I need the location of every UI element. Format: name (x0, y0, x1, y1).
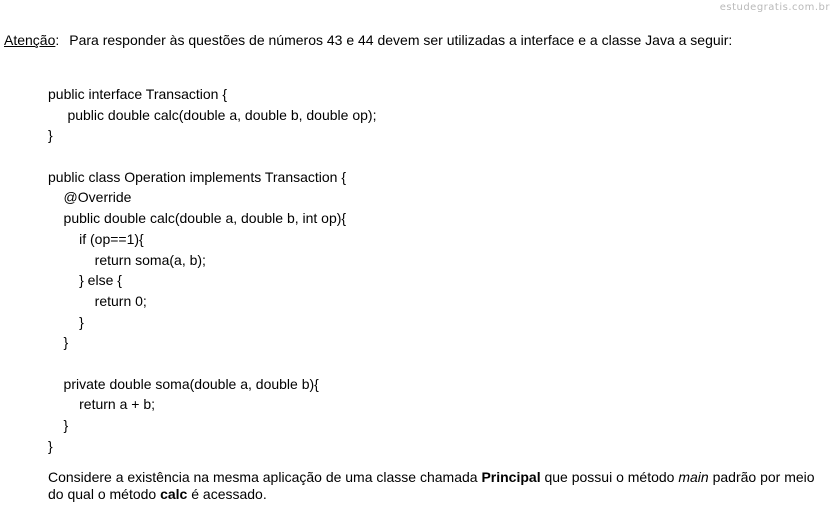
method-name-calc: calc (160, 486, 188, 502)
code-line: public double calc(double a, double b, double op); (48, 106, 377, 123)
code-line: } (48, 417, 69, 433)
code-line: public interface Transaction { (48, 86, 227, 102)
attention-colon: : (55, 32, 60, 48)
code-line: return a + b; (48, 396, 155, 413)
code-line: @Override (48, 189, 132, 206)
code-line: return soma(a, b); (48, 251, 206, 268)
outro-text-1: Considere a existência na mesma aplicação de uma classe chamada (48, 469, 482, 485)
watermark: estudegratis.com.br (719, 2, 830, 13)
code-line (48, 146, 376, 167)
class-name-principal: Principal (481, 469, 541, 485)
code-line: if (op==1){ (48, 230, 144, 247)
attention-label: Atenção (4, 32, 56, 48)
code-line: } (48, 334, 69, 351)
intro-text: Para responder às questões de números 43 e 44 devem ser utilizadas a interface e a classe Java a seguir: (69, 32, 733, 48)
code-line: public class Operation implements Transaction { (48, 168, 347, 185)
code-line: } else { (48, 272, 122, 289)
code-line: return 0; (48, 292, 147, 309)
code-line: public double calc(double a, double b, int op){ (48, 210, 347, 227)
code-block (48, 84, 376, 456)
code-line: } (48, 127, 53, 144)
outro-paragraph (48, 469, 832, 503)
outro-text-2: que possui o método (540, 469, 679, 485)
outro-text-3: padrão por meio do qual o método (48, 469, 815, 502)
method-name-main: main (678, 469, 709, 485)
code-line: } (48, 313, 84, 330)
code-line: private double soma(double a, double b){ (48, 375, 319, 392)
outro-text-4: é acessado. (187, 486, 267, 502)
intro-paragraph (4, 32, 732, 49)
code-line (48, 353, 376, 374)
code-line: } (48, 437, 53, 454)
